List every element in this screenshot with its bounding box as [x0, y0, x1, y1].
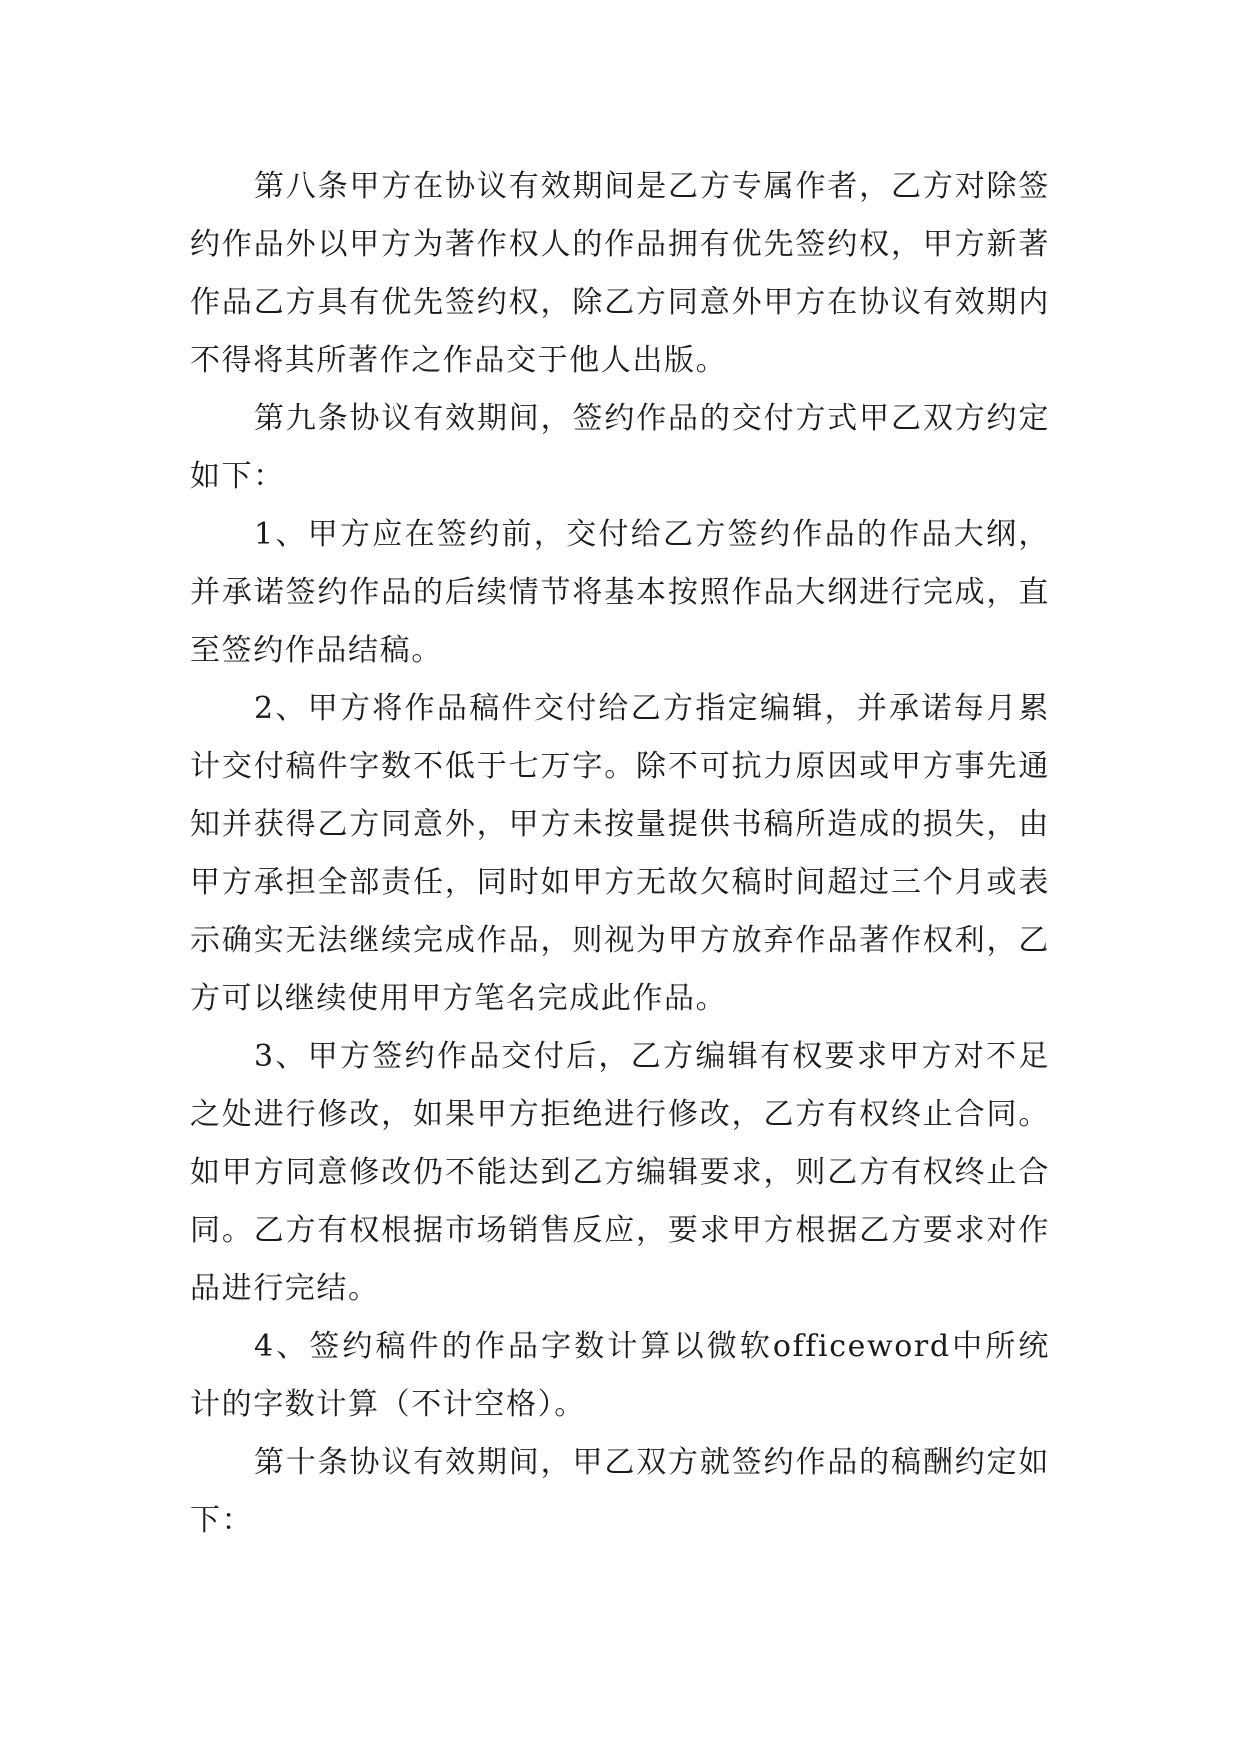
article-9-paragraph: 第九条协议有效期间，签约作品的交付方式甲乙双方约定如下：: [190, 401, 1050, 494]
article-10-paragraph: 第十条协议有效期间，甲乙双方就签约作品的稿酬约定如下：: [190, 1445, 1050, 1538]
article-9-item-1: 1、甲方应在签约前，交付给乙方签约作品的作品大纲，并承诺签约作品的后续情节将基本按照作品大纲进行完成，直至签约作品结稿。: [190, 517, 1050, 668]
document-body: [190, 158, 1050, 1550]
article-9-item-2: 2、甲方将作品稿件交付给乙方指定编辑，并承诺每月累计交付稿件字数不低于七万字。除不可抗力原因或甲方事先通知并获得乙方同意外，甲方未按量提供书稿所造成的损失，由甲方承担全部责任，同时如甲方无故欠稿时间超过三个月或表示确实无法继续完成作品，则视为甲方放弃作品著作权利，乙方可以继续使用甲方笔名完成此作品。: [190, 691, 1050, 1016]
article-9-item-4: 4、签约稿件的作品字数计算以微软officeword中所统计的字数计算（不计空格）。: [190, 1329, 1050, 1422]
article-9-item-3: 3、甲方签约作品交付后，乙方编辑有权要求甲方对不足之处进行修改，如果甲方拒绝进行修改，乙方有权终止合同。如甲方同意修改仍不能达到乙方编辑要求，则乙方有权终止合同。乙方有权根据市场销售反应，要求甲方根据乙方要求对作品进行完结。: [190, 1039, 1050, 1306]
article-8-paragraph: 第八条甲方在协议有效期间是乙方专属作者，乙方对除签约作品外以甲方为著作权人的作品拥有优先签约权，甲方新著作品乙方具有优先签约权，除乙方同意外甲方在协议有效期内不得将其所著作之作品交于他人出版。: [190, 169, 1050, 378]
